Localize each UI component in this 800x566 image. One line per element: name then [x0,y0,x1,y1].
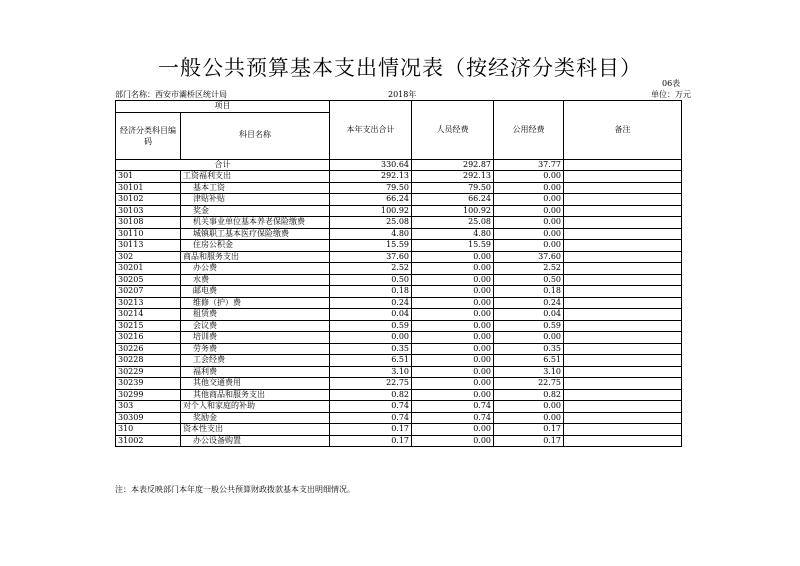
row-remark [564,355,682,367]
row-code: 310 [116,424,181,436]
row-code: 30213 [116,297,181,309]
row-total: 22.75 [330,378,412,390]
row-personnel: 0.00 [412,366,494,378]
total-public: 37.77 [494,159,564,171]
unit-label: 单位：万元 [651,90,691,99]
row-name: 办公费 [181,263,330,275]
row-public: 3.10 [494,366,564,378]
table-row [116,263,682,275]
row-name: 对个人和家庭的补助 [181,401,330,413]
header-public: 公用经费 [494,101,564,160]
row-name: 资本性支出 [181,424,330,436]
row-remark [564,424,682,436]
row-remark [564,286,682,298]
row-personnel: 66.24 [412,194,494,206]
total-amount: 330.64 [330,159,412,171]
row-remark [564,228,682,240]
row-code: 30102 [116,194,181,206]
table-row [116,424,682,436]
row-personnel: 0.00 [412,251,494,263]
row-public: 37.60 [494,251,564,263]
row-total: 0.04 [330,309,412,321]
row-name: 办公设备购置 [181,435,330,447]
row-total: 79.50 [330,182,412,194]
row-code: 30207 [116,286,181,298]
row-code: 30228 [116,355,181,367]
row-public: 0.00 [494,332,564,344]
row-personnel: 0.00 [412,263,494,275]
row-public: 0.17 [494,424,564,436]
report-year: 2018年 [388,90,417,99]
row-remark [564,332,682,344]
row-public: 0.17 [494,435,564,447]
row-total: 0.17 [330,435,412,447]
row-code: 301 [116,171,181,183]
header-name: 科目名称 [181,112,330,159]
row-remark [564,435,682,447]
row-public: 0.04 [494,309,564,321]
row-total: 66.24 [330,194,412,206]
table-row [116,401,682,413]
table-row [116,320,682,332]
row-personnel: 4.80 [412,228,494,240]
row-code: 302 [116,251,181,263]
row-total: 0.74 [330,412,412,424]
row-code: 30309 [116,412,181,424]
row-public: 0.00 [494,412,564,424]
row-public: 6.51 [494,355,564,367]
row-total: 0.17 [330,424,412,436]
row-personnel: 0.00 [412,332,494,344]
row-total: 0.74 [330,401,412,413]
row-code: 30101 [116,182,181,194]
row-public: 0.00 [494,182,564,194]
row-name: 奖金 [181,205,330,217]
row-name: 邮电费 [181,286,330,298]
row-total: 37.60 [330,251,412,263]
row-remark [564,240,682,252]
header-code: 经济分类科目编码 [116,112,181,159]
row-public: 0.24 [494,297,564,309]
row-name: 培训费 [181,332,330,344]
row-public: 0.00 [494,171,564,183]
row-remark [564,366,682,378]
row-code: 30108 [116,217,181,229]
row-total: 6.51 [330,355,412,367]
department-name: 部门名称：西安市灞桥区统计局 [115,90,227,99]
row-total: 0.59 [330,320,412,332]
row-personnel: 0.00 [412,343,494,355]
row-remark [564,205,682,217]
row-name: 城镇职工基本医疗保险缴费 [181,228,330,240]
row-personnel: 0.00 [412,424,494,436]
header-personnel: 人员经费 [412,101,494,160]
row-name: 维修（护）费 [181,297,330,309]
row-name: 工资福利支出 [181,171,330,183]
row-code: 30299 [116,389,181,401]
row-total: 0.35 [330,343,412,355]
row-code: 30226 [116,343,181,355]
total-remark [564,159,682,171]
row-code: 31002 [116,435,181,447]
row-code: 30201 [116,263,181,275]
row-personnel: 0.00 [412,389,494,401]
row-remark [564,343,682,355]
table-row [116,228,682,240]
row-personnel: 25.08 [412,217,494,229]
row-public: 22.75 [494,378,564,390]
table-row [116,251,682,263]
row-remark [564,320,682,332]
row-personnel: 0.00 [412,378,494,390]
table-row [116,194,682,206]
row-total: 25.08 [330,217,412,229]
row-total: 0.82 [330,389,412,401]
expenditure-table [115,100,682,447]
row-total: 0.50 [330,274,412,286]
row-code: 30215 [116,320,181,332]
table-row [116,378,682,390]
table-row [116,389,682,401]
table-row [116,332,682,344]
row-total: 292.13 [330,171,412,183]
row-remark [564,194,682,206]
row-code: 30239 [116,378,181,390]
row-public: 0.00 [494,228,564,240]
table-row [116,309,682,321]
table-number: 06表 [662,79,681,88]
row-name: 工会经费 [181,355,330,367]
table-row [116,435,682,447]
table-row [116,240,682,252]
row-remark [564,378,682,390]
table-row [116,297,682,309]
footnote: 注：本表反映部门本年度一般公共预算财政拨款基本支出明细情况。 [115,485,355,494]
row-total: 2.52 [330,263,412,275]
row-name: 水费 [181,274,330,286]
row-code: 30113 [116,240,181,252]
row-personnel: 0.00 [412,309,494,321]
row-total: 4.80 [330,228,412,240]
row-remark [564,309,682,321]
table-row [116,274,682,286]
row-personnel: 0.74 [412,412,494,424]
row-public: 0.00 [494,240,564,252]
row-total: 100.92 [330,205,412,217]
row-personnel: 100.92 [412,205,494,217]
row-personnel: 0.00 [412,274,494,286]
row-remark [564,251,682,263]
row-public: 0.00 [494,401,564,413]
row-code: 30216 [116,332,181,344]
table-row [116,182,682,194]
row-public: 0.50 [494,274,564,286]
row-personnel: 292.13 [412,171,494,183]
header-item: 项目 [116,101,330,113]
total-personnel: 292.87 [412,159,494,171]
row-name: 机关事业单位基本养老保险缴费 [181,217,330,229]
row-remark [564,274,682,286]
table-row [116,343,682,355]
row-public: 0.00 [494,217,564,229]
row-code: 30110 [116,228,181,240]
row-public: 0.59 [494,320,564,332]
page-title: 一般公共预算基本支出情况表（按经济分类科目） [158,56,642,80]
row-name: 津贴补贴 [181,194,330,206]
row-code: 303 [116,401,181,413]
row-remark [564,389,682,401]
row-total: 15.59 [330,240,412,252]
row-remark [564,297,682,309]
row-code: 30205 [116,274,181,286]
row-name: 商品和服务支出 [181,251,330,263]
row-remark [564,182,682,194]
row-personnel: 0.00 [412,355,494,367]
table-row [116,286,682,298]
row-personnel: 79.50 [412,182,494,194]
row-public: 0.00 [494,205,564,217]
table-row [116,355,682,367]
row-personnel: 0.74 [412,401,494,413]
row-name: 奖励金 [181,412,330,424]
row-remark [564,401,682,413]
row-name: 租赁费 [181,309,330,321]
table-row [116,205,682,217]
row-total: 0.18 [330,286,412,298]
row-personnel: 0.00 [412,297,494,309]
row-personnel: 15.59 [412,240,494,252]
table-row [116,171,682,183]
total-row [116,159,682,171]
row-public: 0.18 [494,286,564,298]
row-code: 30214 [116,309,181,321]
row-name: 基本工资 [181,182,330,194]
row-name: 其他交通费用 [181,378,330,390]
row-personnel: 0.00 [412,320,494,332]
row-remark [564,171,682,183]
row-public: 0.35 [494,343,564,355]
table-row [116,366,682,378]
row-name: 住房公积金 [181,240,330,252]
row-code: 30229 [116,366,181,378]
table-row [116,217,682,229]
row-name: 福利费 [181,366,330,378]
table-row [116,412,682,424]
row-personnel: 0.00 [412,286,494,298]
row-remark [564,412,682,424]
row-remark [564,217,682,229]
row-remark [564,263,682,275]
row-total: 3.10 [330,366,412,378]
row-name: 其他商品和服务支出 [181,389,330,401]
total-label: 合计 [116,159,330,171]
row-code: 30103 [116,205,181,217]
row-public: 0.82 [494,389,564,401]
header-total: 本年支出合计 [330,101,412,160]
row-personnel: 0.00 [412,435,494,447]
row-total: 0.00 [330,332,412,344]
row-name: 会议费 [181,320,330,332]
row-public: 0.00 [494,194,564,206]
row-public: 2.52 [494,263,564,275]
row-name: 劳务费 [181,343,330,355]
row-total: 0.24 [330,297,412,309]
header-remark: 备注 [564,101,682,160]
